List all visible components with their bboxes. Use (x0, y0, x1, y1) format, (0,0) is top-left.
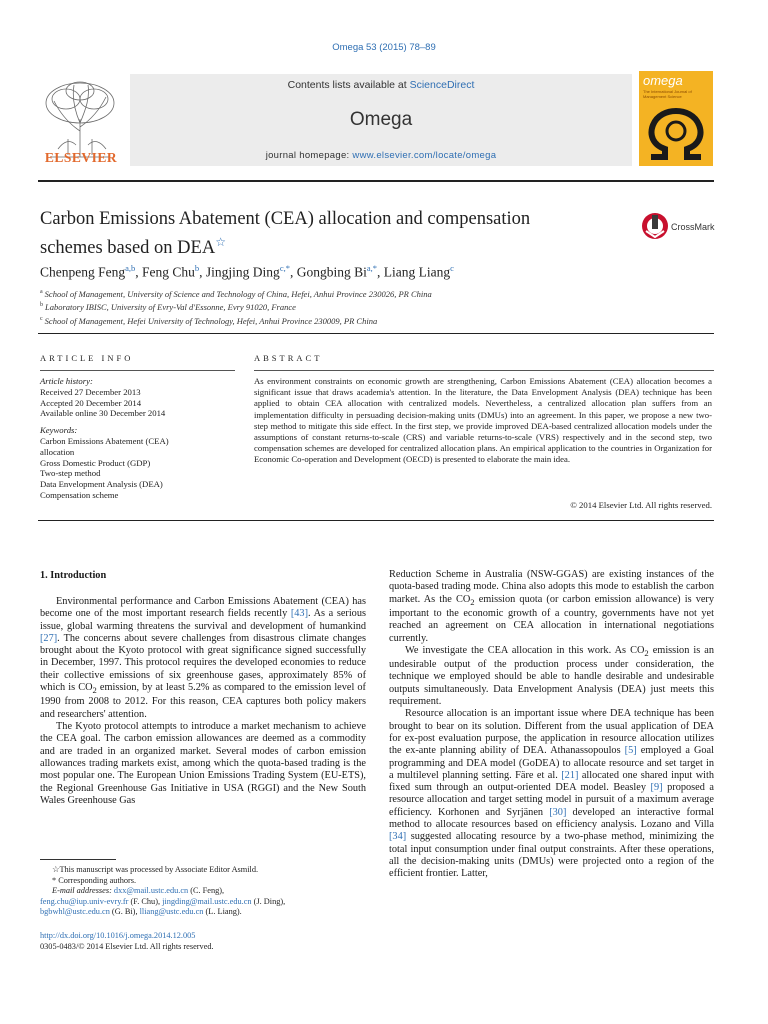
citation-link[interactable]: [27] (40, 632, 58, 644)
author-affiliation-mark[interactable]: a,b (125, 263, 136, 273)
journal-cover[interactable] (639, 71, 713, 166)
email-link[interactable]: dxx@mail.ustc.edu.cn (113, 886, 189, 896)
history-label: Article history: (40, 376, 93, 386)
paragraph: The Kyoto protocol attempts to introduce a market mechanism to achieve the CEA goal. The carbon emission allowances are deemed as a commodity and are traded in an organized market. Several modes of carbon emission allowances trading markets exist, among which the quota-based trading is the most popular one. The European Union Emissions Trading System (EU-ETS), the Regional Greenhouse Gas Initiative in USA (RGGI) and the New South Wales Greenhouse Gas (40, 721, 366, 806)
author-list: Chenpeng Feng$^{a,b}$, Feng Chu$^b$, Jingjing Ding$^{c,*}$, Gongbing $Bi^{a,*}$, Liang Liang$^c$ (40, 263, 454, 280)
keyword: Gross Domestic Product (GDP) (40, 457, 151, 468)
sciencedirect-link[interactable]: ScienceDirect (409, 79, 475, 91)
body-column-left (40, 596, 366, 807)
received-date: Received 27 December 2013 (40, 386, 141, 397)
affiliation-item (40, 300, 716, 313)
homepage-prefix: journal homepage: (265, 150, 353, 161)
email-owner: (C. Feng), (188, 886, 225, 896)
citation-link[interactable]: [5] (624, 745, 637, 757)
footnote-emails (40, 897, 370, 908)
affiliation-text: School of Management, Hefei University of Technology, Hefei, Anhui Province 230009, PR China (44, 315, 378, 326)
journal-reference[interactable]: Omega 53 (2015) 78–89 (332, 42, 436, 53)
email-owner: (L. Liang). (203, 907, 242, 917)
omega-symbol-icon (643, 101, 709, 163)
subscript: 2 (92, 685, 97, 696)
cover-title: omega (643, 73, 683, 88)
citation-link[interactable]: [21] (561, 769, 579, 781)
affiliation-mark: c (40, 315, 43, 322)
paragraph (389, 708, 714, 880)
text: allocated one shared input with fixed sum through an output-oriented DEA model. Beasley (389, 769, 715, 794)
keyword: Compensation scheme (40, 489, 119, 500)
header-rule (38, 180, 714, 182)
author-name: Feng Chu (142, 264, 195, 280)
keyword: Data Envelopment Analysis (DEA) (40, 479, 163, 490)
affiliation-list (40, 287, 716, 327)
footnote-corresponding: * Corresponding authors. (52, 875, 137, 885)
affiliation-mark: a (40, 289, 43, 295)
keyword: allocation (40, 446, 75, 457)
paragraph (40, 596, 366, 721)
footnotes (40, 865, 370, 918)
email-owner: (G. Bi), (109, 907, 140, 917)
section-heading-introduction: 1. Introduction (40, 570, 107, 581)
paragraph (389, 645, 714, 709)
crossmark-label[interactable]: CrossMark (671, 222, 715, 232)
text: . The concerns about severe challenges from disastrous climate changes brought about the Kyoto protocol with great significance signed successfully in December, 1997. This protocol requires the developed economies to reduce their collective emissions of six greenhouse gases, approximately 85% of which is CO (40, 632, 366, 694)
footnote-emails (40, 886, 370, 897)
accepted-date: Accepted 20 December 2014 (40, 397, 142, 408)
body-column-right (389, 569, 714, 881)
abstract-copyright: © 2014 Elsevier Ltd. All rights reserved. (570, 500, 712, 510)
affiliation-item (40, 314, 716, 327)
affiliation-mark: b (40, 302, 43, 309)
online-date: Available online 30 December 2014 (40, 408, 166, 419)
contents-prefix: Contents lists available at (287, 79, 410, 91)
journal-title: Omega (349, 109, 413, 130)
text: . As a serious issue, global warming threatens the survival and development of humankind (40, 608, 366, 632)
email-link[interactable]: lliang@ustc.edu.cn (139, 907, 204, 917)
author-affiliation-mark[interactable]: c,* (279, 263, 290, 273)
text: emission quota (or carbon emission allowance) is very important to the economic growth of a country, governments have not yet reached an agreement on CEA allocation in international negotiations currently. (389, 593, 714, 644)
affiliation-text: Laboratory IBISC, University of Evry-Val d'Essonne, Evry 91020, France (45, 302, 296, 313)
citation-link[interactable]: [43] (290, 608, 308, 620)
text: employed a Goal programming and DEA model (GoDEA) to allocate resource and set target in a multilevel planning setting. Färe et al. (389, 745, 714, 781)
title-rule (38, 333, 714, 334)
text: Resource allocation is an important issue where DEA technique has been brought to bear on its solution. Different from the usual application of DEA for ex-post evaluation purpose, the application in resource allocation utilizes the ex-ante planning ability of DEA. Athanassopoulos (389, 708, 714, 757)
author-affiliation-mark[interactable]: c (450, 263, 454, 273)
email-link[interactable]: bgbwhl@ustc.edu.cn (40, 907, 110, 917)
affiliation-text: School of Management, University of Science and Technology of China, Hefei, Anhui Province 230026, PR China (44, 288, 432, 299)
abstract-text: As environment constraints on economic growth are strengthening, Carbon Emissions Abatement (CEA) allocation becomes a significant issue that draws academia's attention. In the literature, the Data Envelopment Analysis (DEA) technique has been applied to obtain CEA allocation with centralized models. Nevertheless, a centralized allocation plan suffers from an implementation difficulty in persuading decision-making units (DMUs) into an agreement. In this paper, we propose a new two-step method to mitigate this side effect. In the first step, we provide improved DEA-based centralized allocation models under the assumptions of constant returns-to-scale (CRS) and variable returns-to-scale (VRS) respectively and in the second step, two compensation schemes are developed for centralized allocation plans. An empirical application to the countries in Organization for Economic Co-operation and Development (OECD) is presented to elaborate the main idea. (254, 376, 712, 465)
text: We investigate the CEA allocation in this work. As CO (405, 644, 645, 656)
abstract-bottom-rule (38, 520, 714, 521)
footnote-rule (40, 859, 116, 860)
email-label: E-mail addresses: (52, 886, 114, 896)
affiliation-item (40, 287, 716, 300)
citation-link[interactable]: [9] (650, 782, 663, 794)
text: Reduction Scheme in Australia (NSW-GGAS) are existing instances of the quota-based trading mode. China also adopts this mode to establish the carbon market. As the CO (389, 569, 714, 605)
article-info (40, 376, 240, 501)
title-line-2: schemes based on DEA (40, 238, 216, 259)
abstract-rule (254, 370, 714, 371)
email-link[interactable]: feng.chu@iup.univ-evry.fr (40, 896, 129, 906)
keyword: Carbon Emissions Abatement (CEA) (40, 435, 169, 446)
title-line-1: Carbon Emissions Abatement (CEA) allocation and compensation (40, 209, 531, 229)
footnote-editor: ☆This manuscript was processed by Associate Editor Asmild. (52, 865, 259, 874)
article-info-heading: ARTICLE INFO (40, 353, 134, 363)
author-name: Chenpeng Feng (40, 264, 126, 280)
text: emission, by at least 5.2% as compared to the emission level of 1990 from 2008 to 2012. For this reason, CEA captures both policy makers and researchers' attention. (40, 682, 366, 720)
keywords-label: Keywords: (40, 425, 78, 436)
text: suggested allocating resource by a two-phase method, minimizing the total input consumption under final output constraints. After these operations, all the decision-making units (DMUs) were projected onto a region of the efficient frontier. Latter, (389, 831, 714, 880)
author-name: Jingjing Ding (205, 264, 280, 280)
author-name: Liang Liang (383, 264, 451, 280)
contents-line (130, 79, 632, 91)
homepage-line (130, 150, 632, 161)
paragraph (389, 569, 714, 645)
article-info-rule (40, 370, 235, 371)
keyword: Two-step method (40, 468, 101, 479)
paper-title (40, 208, 600, 260)
title-footnote-mark[interactable]: ☆ (215, 235, 226, 249)
text: proposed a resource allocation and target setting model in pursuit of a maximum average efficiency. Korhonen and Syrjänen (389, 782, 715, 818)
publisher-name: ELSEVIER (44, 150, 118, 165)
citation-link[interactable]: [34] (389, 831, 407, 843)
email-owner: (J. Ding), (251, 896, 286, 906)
footnote-emails (40, 907, 370, 918)
doi-block (40, 931, 370, 952)
author-name: Gongbing Bi (296, 264, 367, 280)
email-owner: (F. Chu), (128, 896, 163, 906)
email-link[interactable]: jingding@mail.ustc.edu.cn (162, 896, 252, 906)
doi-link[interactable]: http://dx.doi.org/10.1016/j.omega.2014.12.005 (40, 931, 196, 940)
text: developed an interactive formal method to allocate resources based on efficiency analysis. Lozano and Villa (389, 806, 714, 831)
issn-copyright: 0305-0483/© 2014 Elsevier Ltd. All rights reserved. (40, 941, 214, 951)
cover-subtitle: The International Journal of Management Science (643, 89, 692, 99)
subscript: 2 (644, 647, 649, 658)
author-affiliation-mark[interactable]: a,* (366, 263, 378, 273)
text: emission is an undesirable output of the production process under consideration, the technique we employed should be able to handle desirable and undesirable outputs simultaneously. Data Envelopment Analysis (DEA) just meets this requirement. (389, 644, 715, 708)
citation-link[interactable]: [30] (549, 806, 567, 818)
text: Environmental performance and Carbon Emissions Abatement (CEA) has become one of the most important research fields recently (40, 596, 366, 620)
author-affiliation-mark[interactable]: b (194, 263, 200, 273)
abstract-heading: ABSTRACT (254, 353, 323, 363)
homepage-link[interactable]: www.elsevier.com/locate/omega (352, 150, 497, 161)
subscript: 2 (470, 596, 475, 607)
